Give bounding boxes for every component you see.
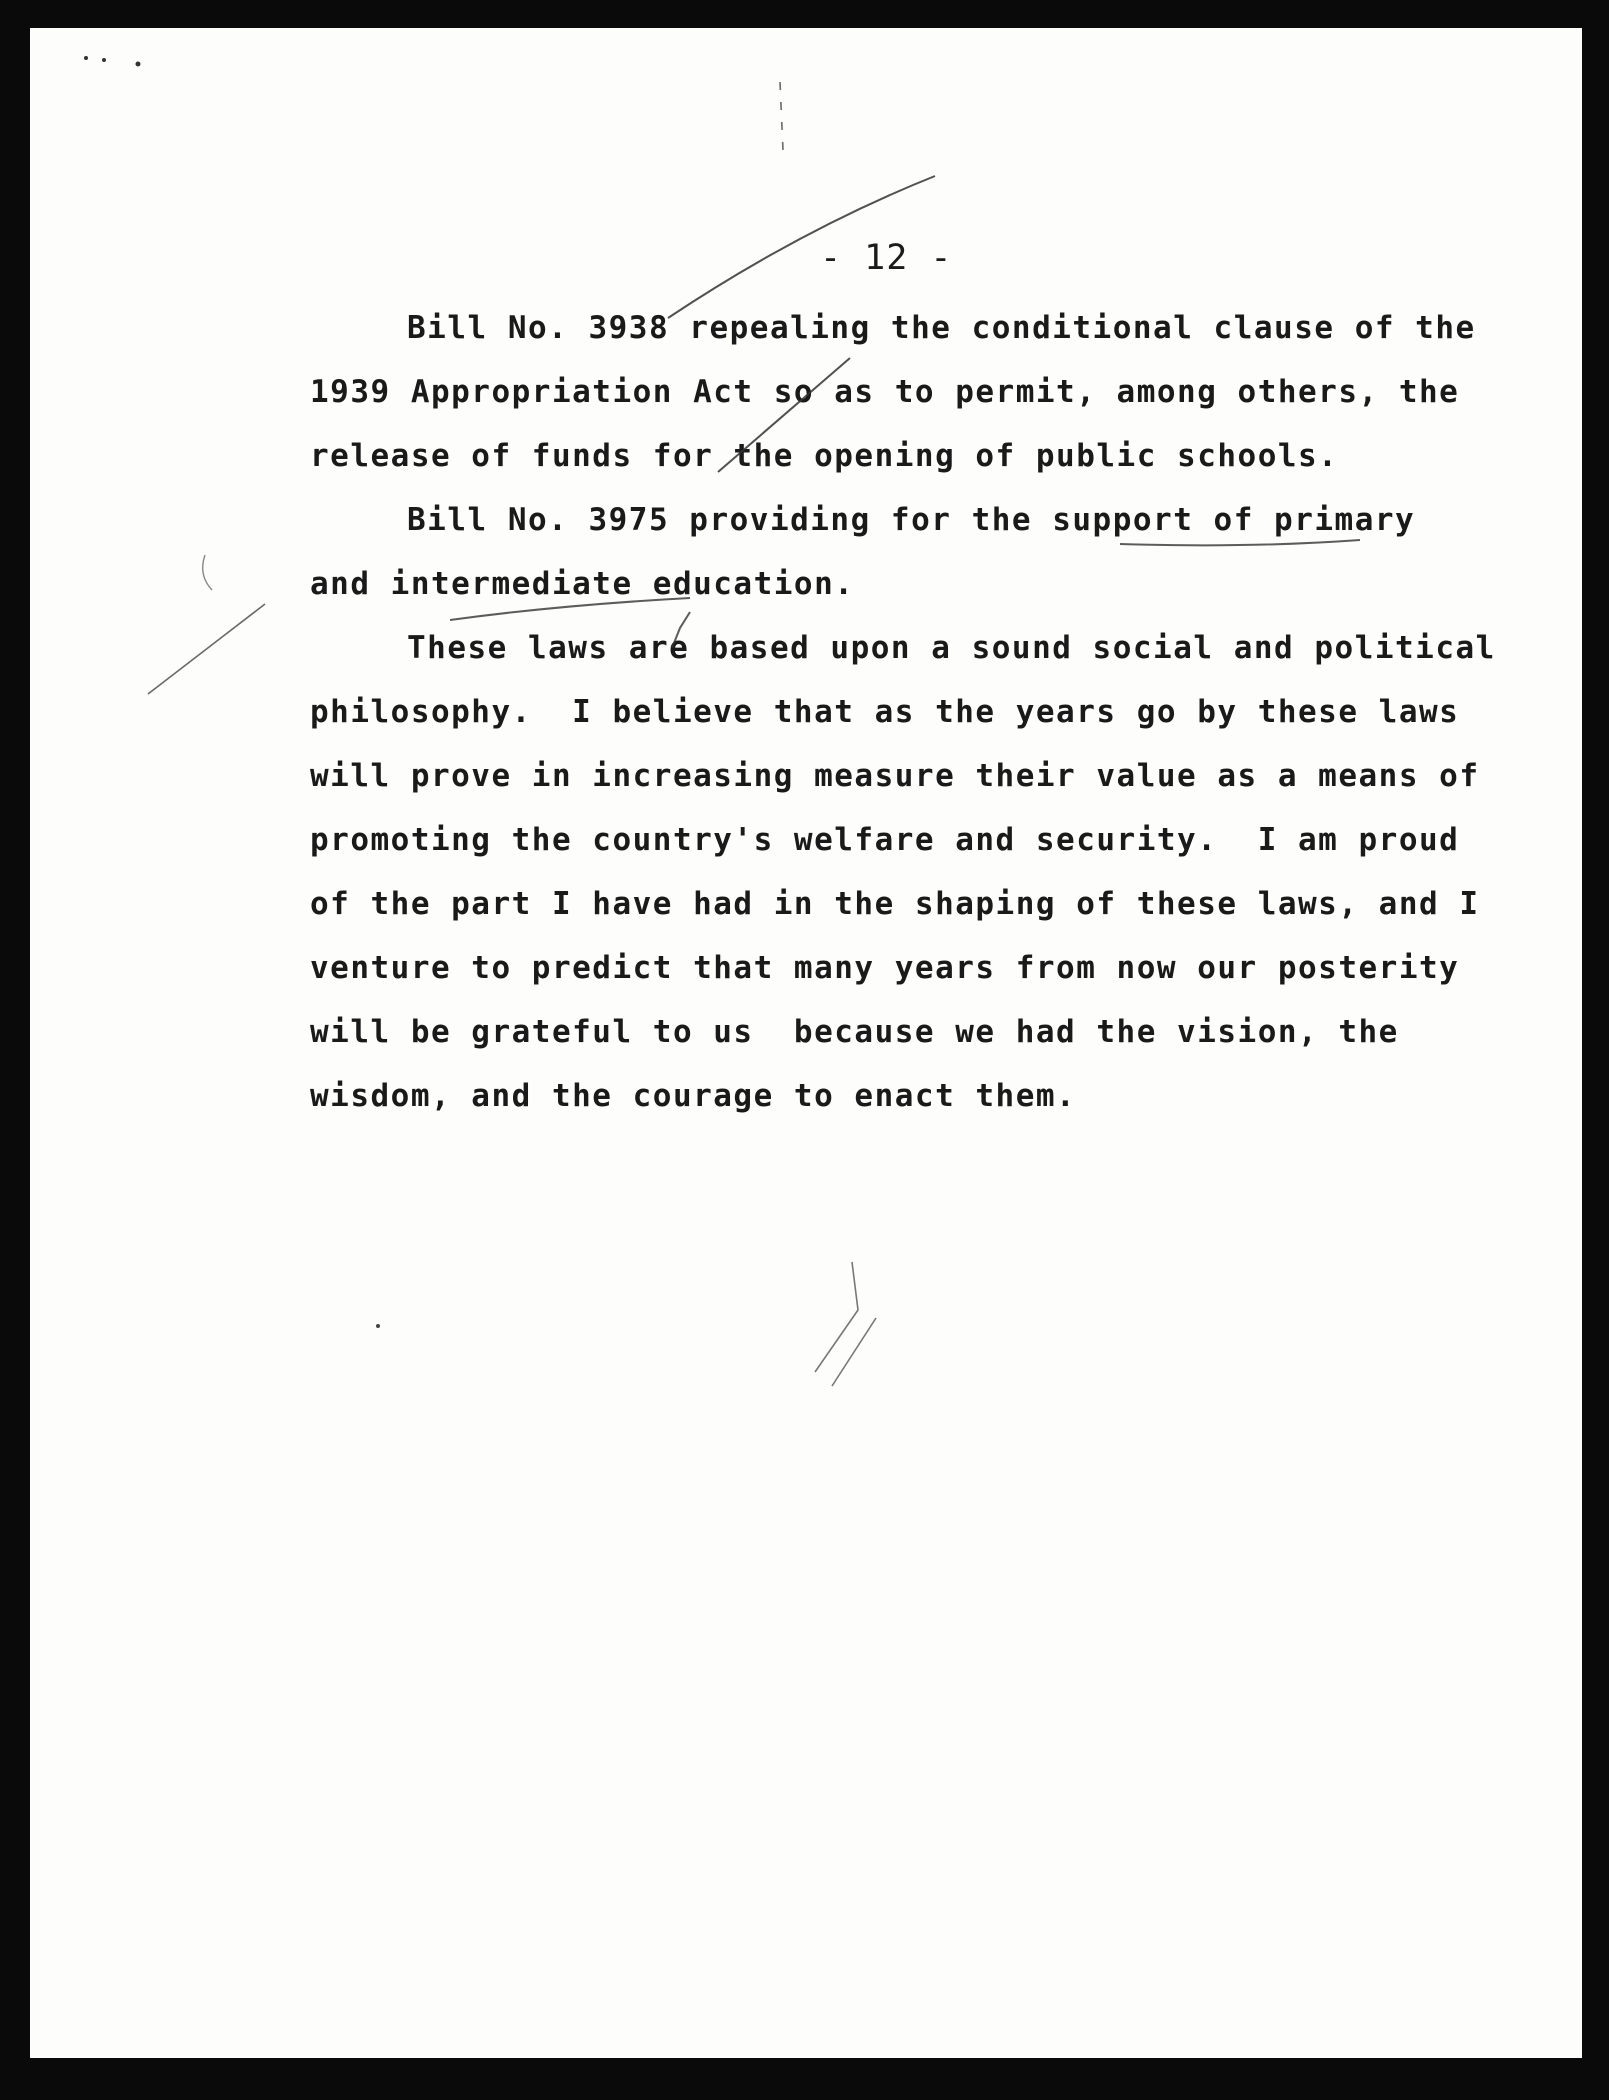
- paragraph-3-line-6: venture to predict that many years from now our posterity: [310, 950, 1460, 986]
- paragraph-1-line-3: release of funds for the opening of public schools.: [310, 438, 1339, 474]
- paragraph-3-line-5: of the part I have had in the shaping of these laws, and I: [310, 886, 1480, 922]
- typewritten-page: [30, 28, 1582, 2058]
- paragraph-3-line-2: philosophy. I believe that as the years go by these laws: [310, 694, 1460, 730]
- paragraph-1-line-1: Bill No. 3938 repealing the conditional clause of the: [407, 310, 1476, 346]
- paragraph-3-line-8: wisdom, and the courage to enact them.: [310, 1078, 1077, 1114]
- paragraph-1-line-2: 1939 Appropriation Act so as to permit, among others, the: [310, 374, 1460, 410]
- page-number: - 12 -: [820, 238, 953, 278]
- paragraph-2-line-2: and intermediate education.: [310, 566, 855, 602]
- paragraph-3-line-3: will prove in increasing measure their value as a means of: [310, 758, 1480, 794]
- paragraph-3-line-4: promoting the country's welfare and security. I am proud: [310, 822, 1460, 858]
- paragraph-3-line-1: These laws are based upon a sound social and political: [407, 630, 1496, 666]
- paragraph-2-line-1: Bill No. 3975 providing for the support of primary: [407, 502, 1416, 538]
- paragraph-3-line-7: will be grateful to us because we had the vision, the: [310, 1014, 1399, 1050]
